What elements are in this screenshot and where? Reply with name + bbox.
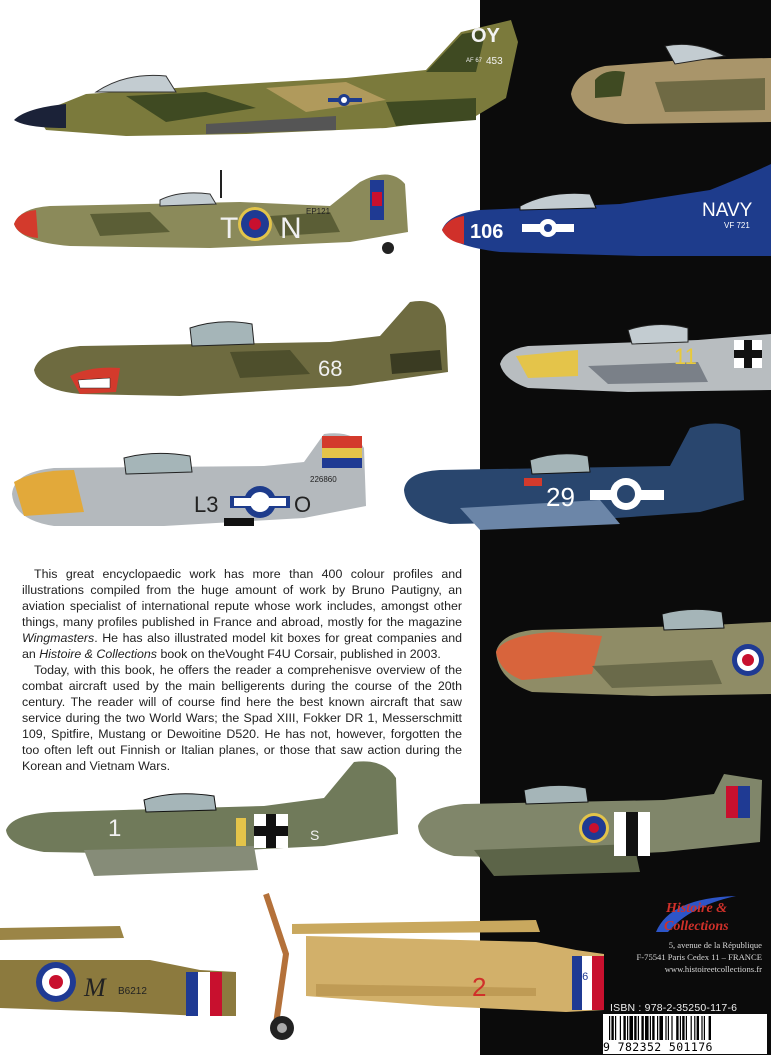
spitfire-letter-left: T xyxy=(220,212,239,245)
panther-service: NAVY xyxy=(702,200,753,221)
me262-balkenkreuz xyxy=(254,814,288,848)
jet-profile-partial xyxy=(565,42,771,126)
p47-thunderbolt-profile xyxy=(4,430,368,536)
p47-code-right: O xyxy=(294,492,312,517)
paragraph-1-part-3: book on theVought F4U Corsair, published in 2003. xyxy=(157,647,441,661)
bf109-number: 11 xyxy=(674,344,697,369)
me262-number: 1 xyxy=(108,815,122,842)
paragraph-1-italic-2: Histoire & Collections xyxy=(39,647,157,661)
p47-serial: 226860 xyxy=(310,475,337,484)
paragraph-1-part-2: . He has also illustrated model kit boxes for great companies and an xyxy=(22,631,462,661)
address-line-1: 5, avenue de la République xyxy=(668,940,762,950)
phantom-tail-small: AF 67 xyxy=(466,58,483,64)
phantom-tail-code: OY xyxy=(471,25,500,47)
corsair-number: 29 xyxy=(546,482,575,512)
panther-squadron: VF 721 xyxy=(724,221,750,230)
ww1-roundel xyxy=(36,962,76,1002)
balkenkreuz xyxy=(734,340,762,368)
me262-letter: S xyxy=(310,827,320,843)
me262-profile xyxy=(4,758,400,882)
isbn-barcode xyxy=(603,1014,767,1054)
p40-warhawk-profile xyxy=(30,296,450,408)
description-text xyxy=(22,566,462,774)
f4-phantom-profile xyxy=(6,12,526,142)
p47-code-left: L3 xyxy=(194,492,219,517)
phantom-tail-number: 453 xyxy=(486,56,503,67)
biplane-letter: M xyxy=(84,973,106,1002)
typhoon-profile xyxy=(414,772,764,882)
logo-line-2: Collections xyxy=(664,919,729,934)
d520-profile xyxy=(492,596,771,702)
biplane-serial: B6212 xyxy=(118,986,147,997)
bf109-profile xyxy=(498,320,771,400)
publisher-block xyxy=(602,888,768,1000)
spitfire-profile xyxy=(10,162,410,264)
address-line-2: F-75541 Paris Cedex 11 – FRANCE xyxy=(636,952,762,962)
address-line-3: www.histoireetcollections.fr xyxy=(664,964,762,974)
isbn-label: ISBN : 978-2-35250-117-6 xyxy=(610,1002,738,1014)
description-paragraph-2: Today, with this book, he offers the reader a comprehenisve overview of the combat aircraft used by the main belligerents during the course of the 20th century. The reader will of course find here the best known aircraft that saw service during the two World Wars; the Spad XIII, Fokker DR 1, Messerschmitt 109, Spitfire, Mustang or Dewoitine D520. He has not, however, forgotten the too often left out Finnish or Italian planes, or those that saw action during the Korean and Vietnam Wars. xyxy=(22,663,462,773)
barcode-digits: 9 782352 501176 xyxy=(603,1040,713,1054)
publisher-logo xyxy=(650,892,760,936)
p40-number: 68 xyxy=(318,356,343,381)
paragraph-1-part-1: This great encyclopaedic work has more than 400 colour profiles and illustrations compiled from the huge amount of work by Bruno Pautigny, an aviation specialist of international repute whose work includes, amongst other things, many profiles published in France and abroad, mostly for the magazine xyxy=(22,567,462,629)
ww1-biplane-profile xyxy=(0,920,240,1040)
spad-xiii-profile xyxy=(236,884,608,1048)
f4u-corsair-profile xyxy=(400,420,762,542)
panther-number: 106 xyxy=(470,221,504,243)
logo-line-1: Histoire & xyxy=(666,901,728,916)
raf-roundel xyxy=(238,207,272,241)
spad-rudder-number: 16 xyxy=(576,971,589,983)
spad-number: 2 xyxy=(472,972,487,1002)
paragraph-1-italic-1: Wingmasters xyxy=(22,631,95,645)
spitfire-letter-right: N xyxy=(280,212,302,245)
french-roundel xyxy=(732,644,764,676)
description-paragraph-1 xyxy=(22,566,462,662)
navy-jet-profile xyxy=(440,160,771,260)
typhoon-roundel xyxy=(579,813,609,843)
barcode-bars xyxy=(603,1014,767,1042)
spitfire-serial: EP121 xyxy=(306,207,331,216)
